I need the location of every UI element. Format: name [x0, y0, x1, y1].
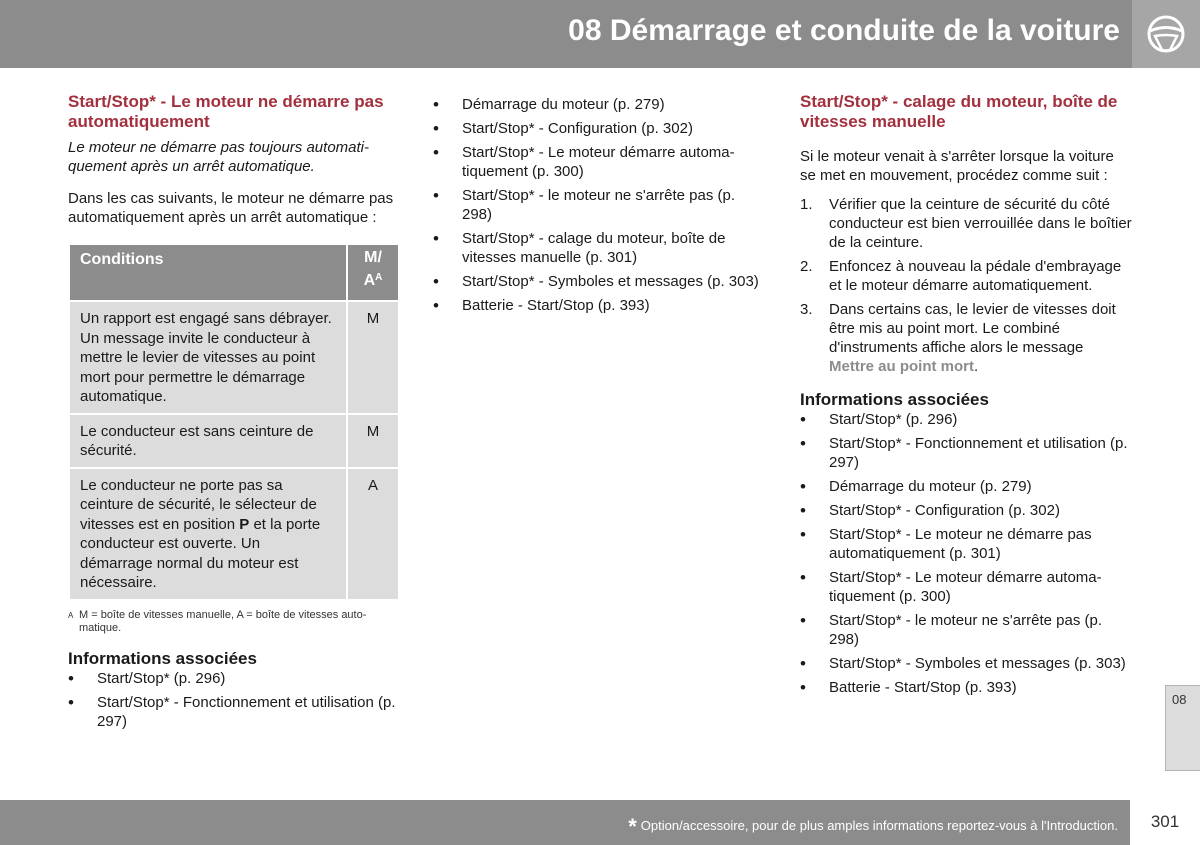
list-item: • Start/Stop* - Le moteur ne démarre pas automatiquement (p. 301): [800, 525, 1132, 563]
list-item: • Start/Stop* - Fonctionnement et utilisation (p. 297): [800, 434, 1132, 472]
table-cell-condition: Un rapport est engagé sans débrayer. Un message invite le conducteur à mettre le levier de vitesses au point mort pour permettre le démarrage automatique.: [69, 301, 347, 414]
table-footnote: [68, 609, 400, 635]
list-item: • Démarrage du moteur (p. 279): [433, 95, 765, 114]
section-paragraph: Si le moteur venait à s'arrêter lorsque la voiture se met en mouvement, procédez comme suit :: [800, 148, 1114, 184]
related-list: [68, 669, 400, 731]
chapter-title: 08 Démarrage et conduite de la voiture: [568, 14, 1120, 47]
list-item: • Start/Stop* - Le moteur démarre automatiquement (p. 300): [433, 143, 765, 181]
left-column: [68, 92, 400, 736]
steering-wheel-icon: [1146, 14, 1186, 54]
step-item: 2. Enfoncez à nouveau la pédale d'embrayage et le moteur démarre automatiquement.: [800, 258, 1122, 294]
list-item: • Start/Stop* - le moteur ne s'arrête pas (p. 298): [433, 186, 765, 224]
footer-note: * Option/accessoire, pour de plus amples informations reportez-vous à l'Introduction.: [628, 814, 1118, 839]
page-footer: [0, 800, 1130, 845]
section-title-stall-manual: Start/Stop* - calage du moteur, boîte de vitesses manuelle: [800, 92, 1118, 131]
header-m-a: M/ $A^A$: [347, 245, 399, 301]
list-item: • Start/Stop* - calage du moteur, boîte de vitesses manuelle (p. 301): [433, 229, 765, 267]
list-item: • Start/Stop* - Symboles et messages (p. 303): [433, 272, 765, 291]
related-list-continued: [433, 95, 765, 315]
right-column: [800, 92, 1132, 702]
list-item: • Start/Stop* (p. 296): [68, 669, 400, 688]
asterisk-mark: *: [628, 814, 637, 839]
list-item: • Start/Stop* - Le moteur démarre automatiquement (p. 300): [800, 568, 1132, 606]
section-intro: Le moteur ne démarre pas toujours automatiquement après un arrêt automatique.: [68, 139, 369, 175]
page-header: [0, 0, 1200, 68]
list-item: • Démarrage du moteur (p. 279): [800, 477, 1132, 496]
related-info-title: Informations associées: [68, 648, 257, 668]
page-number: 301: [1130, 800, 1200, 845]
table-row: [69, 301, 399, 414]
display-message: Mettre au point mort: [829, 358, 974, 375]
footnote-ref: A: [375, 272, 383, 283]
list-item: • Start/Stop* (p. 296): [800, 410, 1132, 429]
list-item: • Batterie - Start/Stop (p. 393): [800, 678, 1132, 697]
steps-list: [800, 195, 1132, 376]
chapter-side-tab: 08: [1165, 685, 1200, 771]
table-row: [69, 414, 399, 468]
list-item: • Start/Stop* - Fonctionnement et utilisation (p. 297): [68, 693, 400, 731]
table-row: [69, 468, 399, 600]
table-cell-ma: M: [347, 414, 399, 468]
list-item: • Start/Stop* - Symboles et messages (p. 303): [800, 654, 1132, 673]
chapter-icon-box: [1132, 0, 1200, 68]
table-header-row: [69, 245, 399, 301]
footnote-mark: A: [68, 610, 74, 620]
middle-column: [433, 95, 765, 320]
related-list: [800, 410, 1132, 697]
table-cell-condition: Le conducteur ne porte pas sa ceinture de sécurité, le sélecteur de vitesses est en position P et la porte conducteur est ouverte. Un démarrage normal du moteur est nécessaire.: [69, 468, 347, 600]
list-item: • Start/Stop* - Configuration (p. 302): [433, 119, 765, 138]
list-item: • Start/Stop* - le moteur ne s'arrête pas (p. 298): [800, 611, 1132, 649]
table-cell-condition: Le conducteur est sans ceinture de sécurité.: [69, 414, 347, 468]
table-cell-ma: A: [347, 468, 399, 600]
step-item: 1. Vérifier que la ceinture de sécurité du côté conducteur est bien verrouillée dans le boîtier de la ceinture.: [800, 196, 1132, 251]
table-cell-ma: M: [347, 301, 399, 414]
section-title-no-auto-start: Start/Stop* - Le moteur ne démarre pas automatiquement: [68, 92, 384, 131]
conditions-table: [68, 245, 400, 601]
list-item: • Batterie - Start/Stop (p. 393): [433, 296, 765, 315]
step-item: 3. Dans certains cas, le levier de vitesses doit être mis au point mort. Le combiné d'instruments affiche alors le message Mettre au point mort.: [800, 301, 1116, 375]
section-paragraph: Dans les cas suivants, le moteur ne démarre pas automatiquement après un arrêt automatique :: [68, 190, 394, 226]
list-item: • Start/Stop* - Configuration (p. 302): [800, 501, 1132, 520]
header-conditions: Conditions: [69, 245, 347, 301]
footnote-text: M = boîte de vitesses manuelle, A = boîte de vitesses automatique.: [79, 608, 367, 634]
related-info-title: Informations associées: [800, 390, 989, 409]
